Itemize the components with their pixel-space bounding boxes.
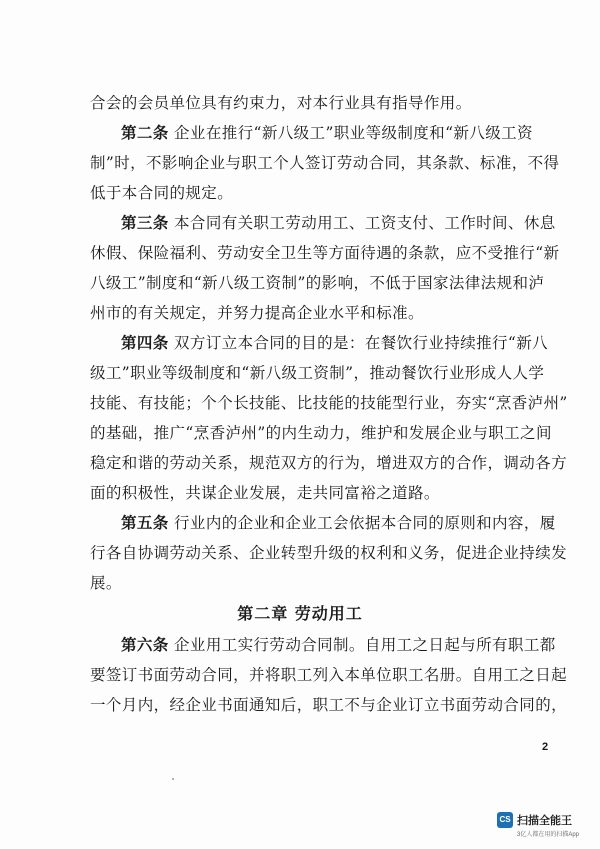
line-text: 级工”职业等级制度和“新八级工资制”，推动餐饮行业形成人人学 bbox=[90, 364, 545, 382]
paragraph-line bbox=[90, 273, 544, 293]
line-text: 行各自协调劳动关系、企业转型升级的权利和义务，促进企业持续发 bbox=[90, 544, 568, 562]
article-label: 第五条 bbox=[121, 513, 169, 532]
paragraph-line bbox=[90, 183, 233, 203]
article-6-line bbox=[121, 635, 556, 655]
line-text: 企业用工实行劳动合同制。自用工之日起与所有职工都 bbox=[174, 636, 556, 654]
line-text: 技能、有技能；个个长技能、比技能的技能型行业，夯实“烹香泸州” bbox=[90, 394, 568, 412]
paragraph-line bbox=[90, 303, 424, 323]
page-number: 2 bbox=[542, 741, 549, 753]
line-text: 八级工”制度和“新八级工资制”的影响，不低于国家法律法规和泸 bbox=[90, 274, 545, 292]
article-4-line bbox=[121, 333, 548, 353]
line-text: 行业内的企业和企业工会依据本合同的原则和内容，履 bbox=[174, 514, 556, 532]
article-label: 第三条 bbox=[121, 213, 169, 232]
paragraph-line bbox=[90, 695, 567, 715]
line-text: 本合同有关职工劳动用工、工资支付、工作时间、休息 bbox=[174, 214, 556, 232]
watermark-title: 扫描全能王 bbox=[517, 815, 572, 827]
paragraph-line bbox=[90, 573, 122, 593]
chapter-heading: 第二章 劳动用工 bbox=[237, 604, 363, 623]
paragraph-line bbox=[90, 93, 472, 113]
paragraph-line bbox=[90, 363, 544, 383]
watermark-subtitle: 3亿人都在用的扫描App bbox=[517, 832, 580, 838]
line-text: 要签订书面劳动合同，并将职工列入本单位职工名册。自用工之日起 bbox=[90, 666, 568, 684]
line-text: 的基础，推广“烹香泸州”的内生动力，维护和发展企业与职工之间 bbox=[90, 424, 552, 442]
article-label: 第六条 bbox=[121, 635, 169, 654]
paragraph-line bbox=[90, 243, 559, 263]
line-text: 面的积极性，共谋企业发展，走共同富裕之道路。 bbox=[90, 484, 440, 502]
paragraph-line bbox=[90, 453, 567, 473]
paragraph-line bbox=[90, 483, 440, 503]
line-text: 稳定和谐的劳动关系，规范双方的行为，增进双方的合作，调动各方 bbox=[90, 454, 568, 472]
line-text: 州市的有关规定，并努力提高企业水平和标准。 bbox=[90, 304, 424, 322]
article-3-line bbox=[121, 213, 556, 233]
paragraph-line bbox=[90, 665, 567, 685]
article-5-line bbox=[121, 513, 556, 533]
paragraph-line bbox=[90, 543, 567, 563]
paragraph-line bbox=[90, 423, 552, 443]
line-text: 一个月内，经企业书面通知后，职工不与企业订立书面劳动合同的， bbox=[90, 696, 568, 714]
line-text: 双方订立本合同的目的是：在餐饮行业持续推行“新八 bbox=[174, 334, 549, 352]
scanner-watermark bbox=[497, 810, 597, 844]
paragraph-line bbox=[90, 393, 568, 413]
camscanner-logo-icon: CS bbox=[497, 812, 513, 828]
article-2-line bbox=[121, 123, 533, 143]
paragraph-line bbox=[90, 153, 559, 173]
line-text: 制”时，不影响企业与职工个人签订劳动合同，其条款、标准，不得 bbox=[90, 154, 560, 172]
article-label: 第二条 bbox=[121, 123, 169, 142]
line-text: 展。 bbox=[90, 574, 122, 592]
line-text: 休假、保险福利、劳动安全卫生等方面待遇的条款，应不受推行“新 bbox=[90, 244, 560, 262]
article-label: 第四条 bbox=[121, 333, 169, 352]
line-text: 企业在推行“新八级工”职业等级制度和“新八级工资 bbox=[174, 124, 533, 142]
line-text: 低于本合同的规定。 bbox=[90, 184, 234, 202]
line-text: 合会的会员单位具有约束力，对本行业具有指导作用。 bbox=[90, 94, 472, 112]
scan-speck bbox=[172, 778, 174, 780]
